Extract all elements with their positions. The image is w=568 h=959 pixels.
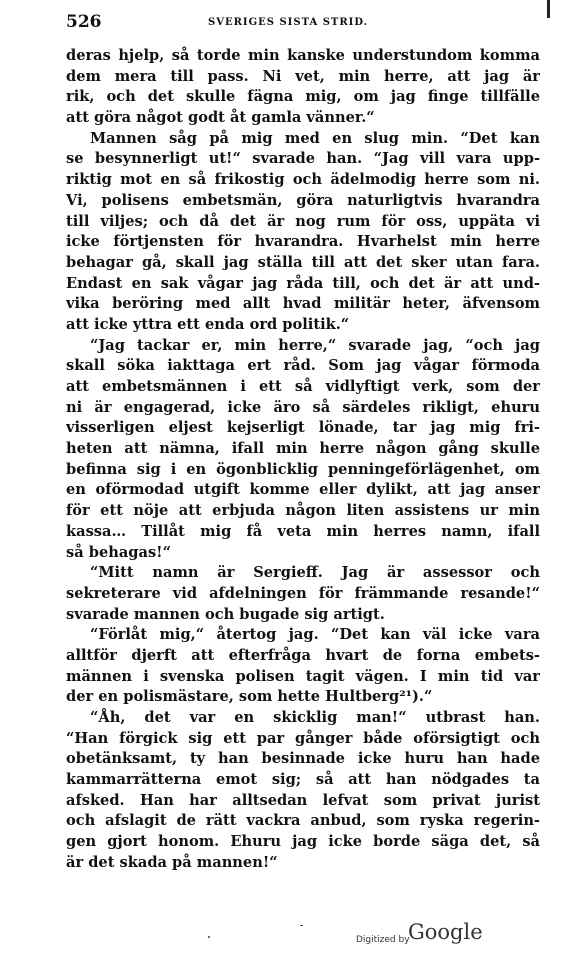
text-line: så behagas!“ — [66, 543, 171, 561]
text-line: och afslagit de rätt vackra anbud, som ryska regerin- — [66, 812, 540, 830]
text-line: att göra något godt åt gamla vänner.“ — [66, 109, 375, 127]
running-title: SVERIGES SISTA STRID. — [208, 17, 369, 28]
page-header — [66, 12, 540, 36]
text-line: befinna sig i en ögonblicklig penningeförlägenhet, om — [66, 460, 540, 478]
text-line: männen i svenska polisen tagit vägen. I min tid var — [66, 667, 540, 685]
body-text — [66, 46, 540, 874]
text-line: afsked. Han har alltsedan lefvat som privat jurist — [66, 791, 540, 809]
text-line: obetänksamt, ty han besinnade icke huru han hade — [66, 750, 540, 768]
text-line: Endast en sak vågar jag råda till, och det är att und- — [66, 274, 540, 292]
text-line: alltför djerft att efterfråga hvart de forna embets- — [66, 646, 540, 664]
page-number: 526 — [66, 12, 102, 32]
digitized-label: Digitized by — [356, 935, 410, 945]
text-line: att icke yttra ett enda ord politik.“ — [66, 315, 350, 333]
text-line: Mannen såg på mig med en slug min. “Det kan — [90, 129, 540, 147]
scan-speck — [208, 936, 210, 938]
text-line: “Jag tackar er, min herre,“ svarade jag, “och jag — [90, 336, 540, 354]
text-line: behagar gå, skall jag ställa till att det sker utan fara. — [66, 253, 540, 271]
text-line: riktig mot en så frikostig och ädelmodig herre som ni. — [66, 171, 540, 189]
text-line: för ett nöje att erbjuda någon liten assistens ur min — [66, 502, 540, 520]
text-line: Vi, polisens embetsmän, göra naturligtvis hvarandra — [66, 191, 540, 209]
digitized-footer — [356, 922, 486, 952]
text-line: en oförmodad utgift komme eller dylikt, att jag anser — [66, 481, 540, 499]
google-logo: Google — [408, 920, 483, 944]
text-line: vika beröring med allt hvad militär heter, äfvensom — [66, 295, 540, 313]
scan-edge-mark — [547, 0, 550, 18]
text-line: visserligen eljest kejserligt lönade, tar jag mig fri- — [66, 419, 540, 437]
text-line: heten att nämna, ifall min herre någon gång skulle — [66, 440, 540, 458]
text-line: kammarrätterna emot sig; så att han nödgades ta — [66, 771, 540, 789]
text-line: skall söka iakttaga ert råd. Som jag vågar förmoda — [66, 357, 540, 375]
text-line: är det skada på mannen!“ — [66, 853, 278, 871]
text-line: “Åh, det var en skicklig man!“ utbrast han. — [90, 709, 540, 726]
scan-speck — [300, 925, 303, 926]
text-line: ni är engagerad, icke äro så särdeles rikligt, ehuru — [66, 398, 540, 416]
text-line: “Han förgick sig ett par gånger både oförsigtigt och — [66, 729, 540, 747]
text-line: sekreterare vid afdelningen för främmande resande!“ — [66, 584, 540, 602]
text-line: “Mitt namn är Sergieff. Jag är assessor och — [90, 564, 540, 582]
text-line: kassa… Tillåt mig få veta min herres namn, ifall — [66, 522, 540, 540]
text-line: dem mera till pass. Ni vet, min herre, att jag är — [66, 67, 540, 85]
text-line: till viljes; och då det är nog rum för oss, uppäta vi — [66, 212, 540, 230]
text-line: rik, och det skulle fägna mig, om jag finge tillfälle — [66, 88, 540, 106]
text-line: att embetsmännen i ett så vidlyftigt verk, som der — [66, 378, 540, 395]
text-line: “Förlåt mig,“ återtog jag. “Det kan väl icke vara — [90, 626, 540, 644]
text-line: der en polismästare, som hette Hultberg²¹).“ — [66, 688, 433, 706]
text-line: gen gjort honom. Ehuru jag icke borde säga det, så — [66, 833, 540, 851]
text-line: icke förtjensten för hvarandra. Hvarhelst min herre — [66, 233, 540, 251]
text-line: deras hjelp, så torde min kanske understundom komma — [66, 47, 540, 64]
text-line: svarade mannen och bugade sig artigt. — [66, 605, 385, 623]
text-line: se besynnerligt ut!“ svarade han. “Jag vill vara upp- — [66, 150, 540, 168]
